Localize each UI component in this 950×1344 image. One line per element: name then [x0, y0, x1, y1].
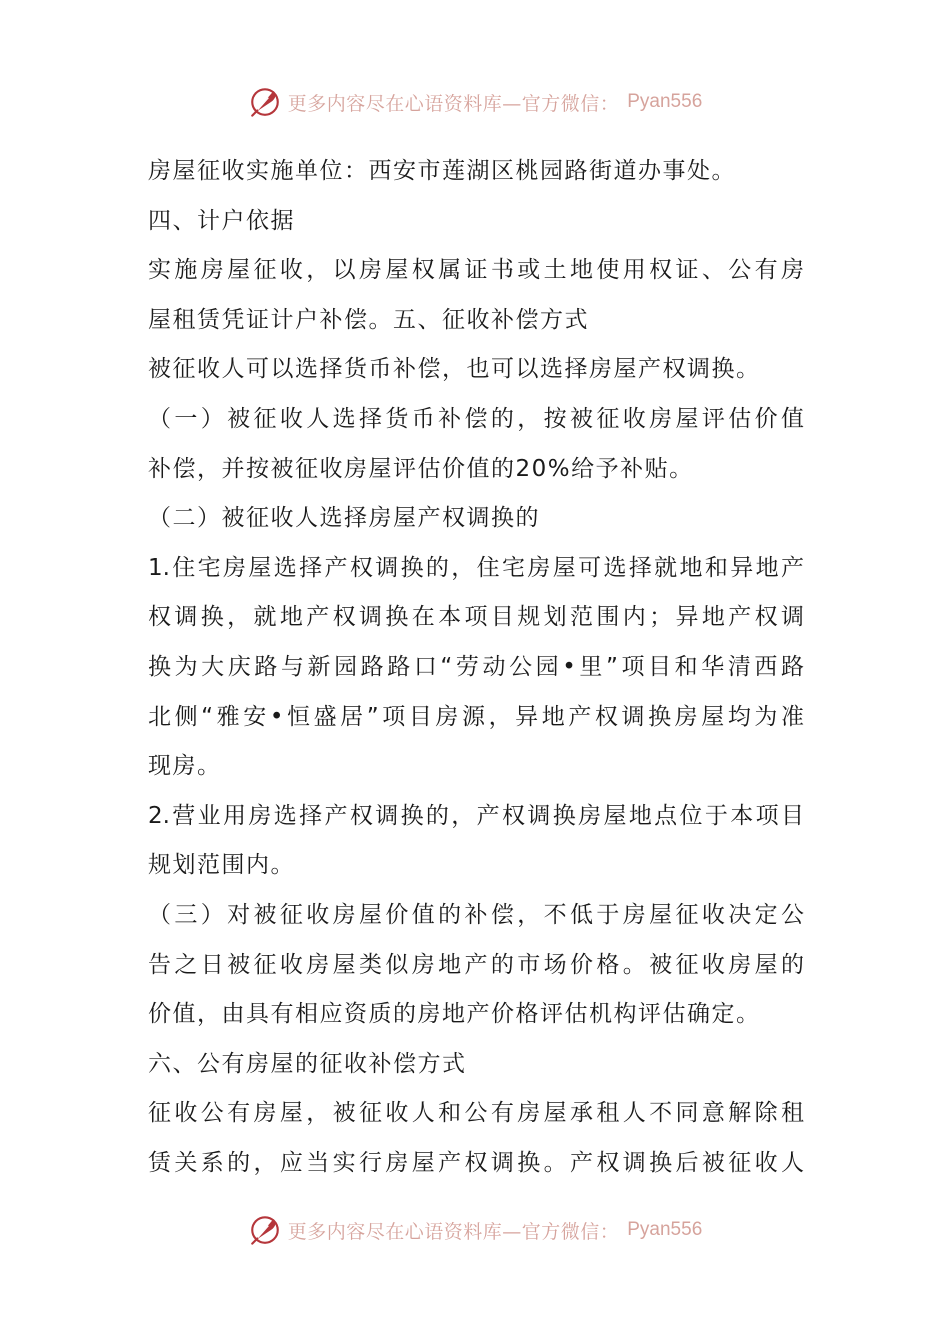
text-line: 1.住宅房屋选择产权调换的，住宅房屋可选择就地和异地产	[148, 554, 804, 581]
document-body	[148, 147, 804, 1188]
footer-banner	[0, 1208, 950, 1252]
footer-banner-text: 更多内容尽在心语资料库—官方微信：	[287, 1220, 620, 1243]
quill-logo-icon	[248, 1213, 282, 1247]
text-line: 补偿，并按被征收房屋评估价值的20%给予补贴。	[148, 455, 694, 482]
text-line: 房屋征收实施单位：西安市莲湖区桃园路街道办事处。	[148, 158, 736, 184]
text-line: 告之日被征收房屋类似房地产的市场价格。被征收房屋的	[148, 951, 804, 978]
text-line: 权调换，就地产权调换在本项目规划范围内；异地产权调	[148, 604, 804, 631]
text-line: （一）被征收人选择货币补偿的，按被征收房屋评估价值	[148, 405, 804, 432]
section-heading: 六、公有房屋的征收补偿方式	[148, 1050, 467, 1077]
text-line: 屋租赁凭证计户补偿。五、征收补偿方式	[148, 306, 589, 333]
text-line: 征收公有房屋，被征收人和公有房屋承租人不同意解除租	[148, 1100, 804, 1127]
text-line: 实施房屋征收，以房屋权属证书或土地使用权证、公有房	[148, 257, 804, 284]
header-banner-wechat-id: Pyan556	[627, 91, 703, 112]
text-line: 现房。	[148, 753, 222, 780]
quill-logo-icon	[248, 85, 282, 119]
text-line: 2.营业用房选择产权调换的，产权调换房屋地点位于本项目	[148, 802, 804, 829]
text-line: 规划范围内。	[148, 852, 295, 879]
text-line: 赁关系的，应当实行房屋产权调换。产权调换后被征收人	[148, 1149, 804, 1176]
footer-banner-wechat-id: Pyan556	[627, 1219, 703, 1240]
text-line: 北侧“雅安•恒盛居”项目房源，异地产权调换房屋均为准	[148, 703, 804, 730]
text-line: 换为大庆路与新园路路口“劳动公园•里”项目和华清西路	[148, 653, 804, 680]
text-line: （三）对被征收房屋价值的补偿，不低于房屋征收决定公	[148, 901, 804, 928]
footer-banner-content	[248, 1213, 703, 1247]
header-banner-text: 更多内容尽在心语资料库—官方微信：	[287, 92, 620, 115]
header-banner-content	[248, 85, 703, 119]
text-line: 被征收人可以选择货币补偿，也可以选择房屋产权调换。	[148, 356, 761, 383]
header-banner	[0, 80, 950, 124]
text-line: 价值，由具有相应资质的房地产价格评估机构评估确定。	[148, 1001, 761, 1028]
section-heading: 四、计户依据	[148, 207, 295, 234]
text-line: （二）被征收人选择房屋产权调换的	[148, 505, 540, 532]
